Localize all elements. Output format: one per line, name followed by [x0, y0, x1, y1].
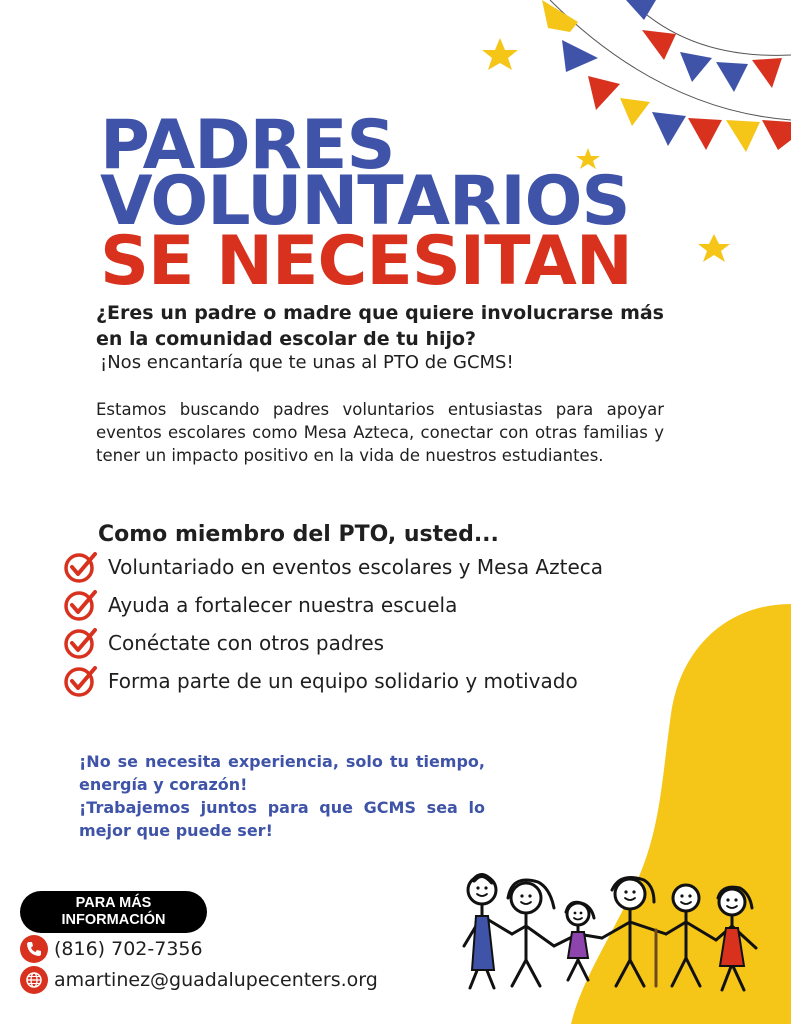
email-address[interactable]: amartinez@guadalupecenters.org [54, 969, 378, 991]
headline-voluntarios: VOLUNTARIOS [100, 162, 630, 241]
headline-padres: PADRES [100, 106, 395, 185]
benefits-title: Como miembro del PTO, usted... [98, 522, 499, 547]
headline-se-necesitan: SE NECESITAN [100, 222, 632, 301]
family-illustration [460, 868, 770, 1008]
globe-icon [20, 966, 48, 994]
check-icon [64, 550, 98, 584]
benefit-item [64, 548, 603, 586]
benefit-label: Ayuda a fortalecer nuestra escuela [108, 593, 458, 617]
benefit-label: Forma parte de un equipo solidario y motivado [108, 669, 578, 693]
check-icon [64, 664, 98, 698]
phone-number[interactable]: (816) 702-7356 [54, 938, 203, 960]
email-row[interactable] [20, 966, 378, 994]
check-icon [64, 588, 98, 622]
closing-line-1: ¡No se necesita experiencia, solo tu tiempo, energía y corazón! [79, 752, 485, 794]
benefit-item [64, 586, 603, 624]
phone-icon [20, 935, 48, 963]
closing-line-2: ¡Trabajemos juntos para que GCMS sea lo mejor que puede ser! [79, 798, 485, 840]
more-info-badge: PARA MÁS INFORMACIÓN [20, 891, 207, 933]
intro-question: ¿Eres un padre o madre que quiere involucrarse más en la comunidad escolar de tu hijo? [96, 302, 664, 350]
check-icon [64, 626, 98, 660]
intro-description: Estamos buscando padres voluntarios entusiastas para apoyar eventos escolares como Mesa Azteca, conectar con otras familias y tener un impacto positivo en la vida de nuestros estudiantes. [96, 400, 664, 465]
benefit-item [64, 624, 603, 662]
closing-message [79, 750, 485, 842]
benefit-label: Voluntariado en eventos escolares y Mesa Azteca [108, 555, 604, 579]
phone-row[interactable] [20, 935, 203, 963]
benefit-item [64, 662, 603, 700]
intro-invite: ¡Nos encantaría que te unas al PTO de GCMS! [100, 352, 514, 373]
benefits-list [64, 548, 603, 700]
benefit-label: Conéctate con otros padres [108, 631, 385, 655]
